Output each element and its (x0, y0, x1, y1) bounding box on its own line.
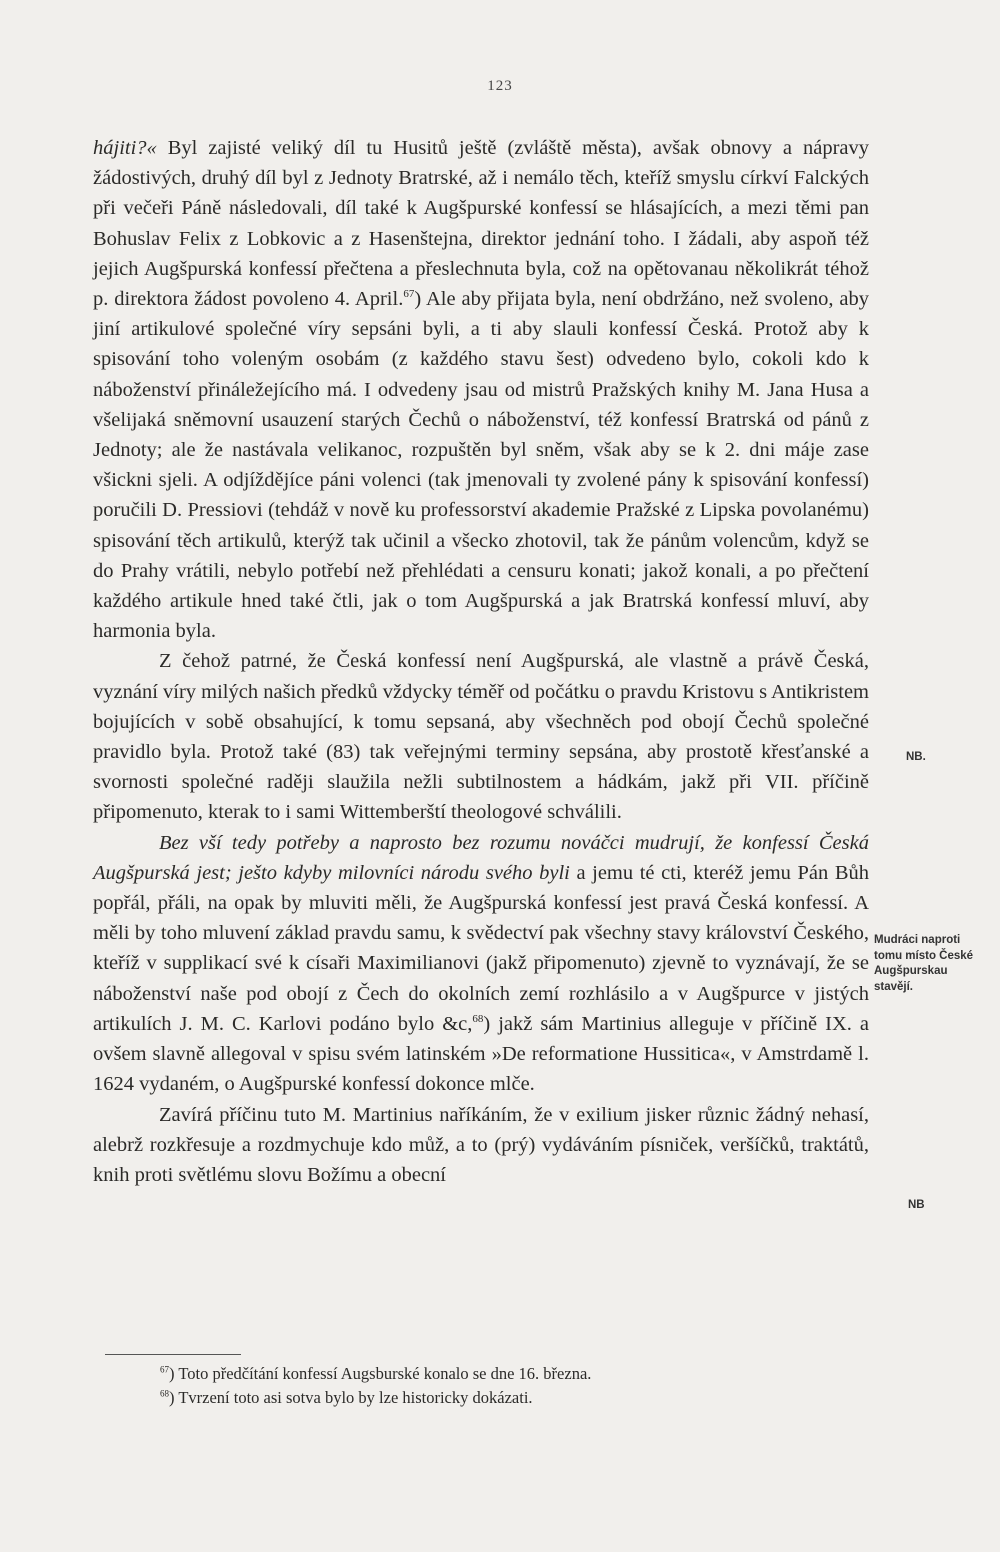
paragraph-3-italic-lead: Bez vší tedy potřeby a naprosto bez rozumu nováčci mudrují, že konfessí Česká Augšpurská jest; ješto kdyby milovníci národu svého byli (93, 831, 869, 884)
footnote-ref-67: 67 (403, 288, 415, 301)
footnote-mark-67: 67 (160, 1364, 169, 1375)
main-text (93, 133, 869, 1190)
margin-note-mudraci: Mudráci naproti tomu místo České Augšpurskau stavějí. (874, 934, 974, 993)
paragraph-3 (93, 828, 869, 1100)
paragraph-3-text-a: a jemu té cti, kteréž jemu Pán Bůh popřál, přáli, na opak by mluviti měli, že Augšpurská konfessí jest pravá Česká konfessí. A měli by toho mluvení základ pravdu samu, k svědectví pak všechny stavy království Českého, kteříž v supplikací své k císaři Maximilianovi (jakž připomenuto) zjevně to vyznávají, že se náboženství naše pod obojí z Čech do okolních zemí rozhlásilo a v Augšpurce v jistých artikulích J. M. C. Karlovi podáno bylo &c, (93, 861, 869, 1035)
footnote-divider (105, 1354, 241, 1355)
footnotes (160, 1362, 800, 1410)
paragraph-1 (93, 133, 869, 646)
margin-note-nb-2: NB (908, 1199, 925, 1211)
paragraph-1-italic-lead: hájiti?« (93, 137, 157, 159)
margin-note-nb-1: NB. (906, 751, 926, 763)
footnote-67-text: ) Toto předčítání konfessí Augsburské konalo se dne 16. března. (169, 1364, 592, 1383)
footnote-68-text: ) Tvrzení toto asi sotva bylo by lze historicky dokázati. (169, 1388, 533, 1407)
paragraph-2: Z čehož patrné, že Česká konfessí není Augšpurská, ale vlastně a právě Česká, vyznání víry milých našich předků vždycky téměř od počátku o pravdu Kristovu s Antikristem bojujících v sobě obsahující, k tomu sepsaná, aby všechněch pod obojí Čechů společné pravidlo byla. Protož také (83) tak veřejnými terminy sepsána, aby prostotě křesťanské a svornosti společné raději slaužila nežli subtilnostem a hádkám, jakž při VII. příčině připomenuto, kterak to i sami Wittemberští theologové schválili. (93, 650, 869, 824)
paragraph-1-text-a: Byl zajisté veliký díl tu Husitů ještě (zvláště města), avšak obnovy a nápravy žádostivých, druhý díl byl z Jednoty Bratrské, až i nemálo těch, kteříž smyslu církví Falckých při večeři Páně následovali, díl také k Augšpurské konfessí se hlásajících, a mezi těmi pan Bohuslav Felix z Lobkovic a z Hasenštejna, direktor jednání toho. I žádali, aby aspoň též jejich Augšpurská konfessí přečtena a přeslechnuta byla, což na opětovanau několikrát téhož p. direktora žádost povoleno 4. April. (93, 137, 869, 311)
page-number: 123 (487, 78, 513, 94)
paragraph-4: Zavírá příčinu tuto M. Martinius naříkáním, že v exilium jisker různic žádný nehasí, alebrž rozkřesuje a rozdmychuje kdo můž, a to (prý) vydáváním písniček, veršíčků, traktátů, knih proti světlému slovu Božímu a obecní (93, 1103, 869, 1186)
paragraph-1-text-b: ) Ale aby přijata byla, není obdržáno, než svoleno, aby jiní artikulové společné víry sepsáni byli, a ti aby slauli konfessí Česká. Protož aby k spisování toho voleným osobám (z každého stavu šest) odvedeno bylo, cokoli kdo k náboženství přináležejícího má. I odvedeny jsau od mistrů Pražských knihy M. Jana Husa a všelijaká sněmovní usauzení starých Čechů o náboženství, též konfessí Bratrská od pánů z Jednoty; ale že nastávala velikanoc, rozpuštěn byl sněm, však aby se k 2. dni máje zase všickni sjeli. A odjíždějíce páni volenci (tak jmenovali ty zvolené pány k spisování konfessí) poručili D. Pressiovi (tehdáž v nově ku professorství akademie Pražské z Lipska povolanému) spisování těch artikulů, kterýž tak učinil a všecko zhotovil, tak že pánům volencům, když se do Prahy vrátili, nebylo potřebí než přehlédati a censuru konati; jakož konali, a po přečtení každého artikule hned také čtli, jak o tom Augšpurská a jak Bratrská konfessí mluví, aby harmonia byla. (93, 288, 869, 643)
footnote-mark-68: 68 (160, 1388, 169, 1399)
paragraph-3-text-b: ) jakž sám Martinius alleguje v příčině IX. a ovšem slavně allegoval v spisu svém latinském »De reformatione Hussitica«, v Amstrdamě l. 1624 vydaném, o Augšpurské konfessí dokonce mlčе. (93, 1012, 869, 1096)
footnote-68 (160, 1386, 800, 1410)
footnote-ref-68: 68 (472, 1013, 484, 1026)
footnote-67 (160, 1362, 800, 1386)
